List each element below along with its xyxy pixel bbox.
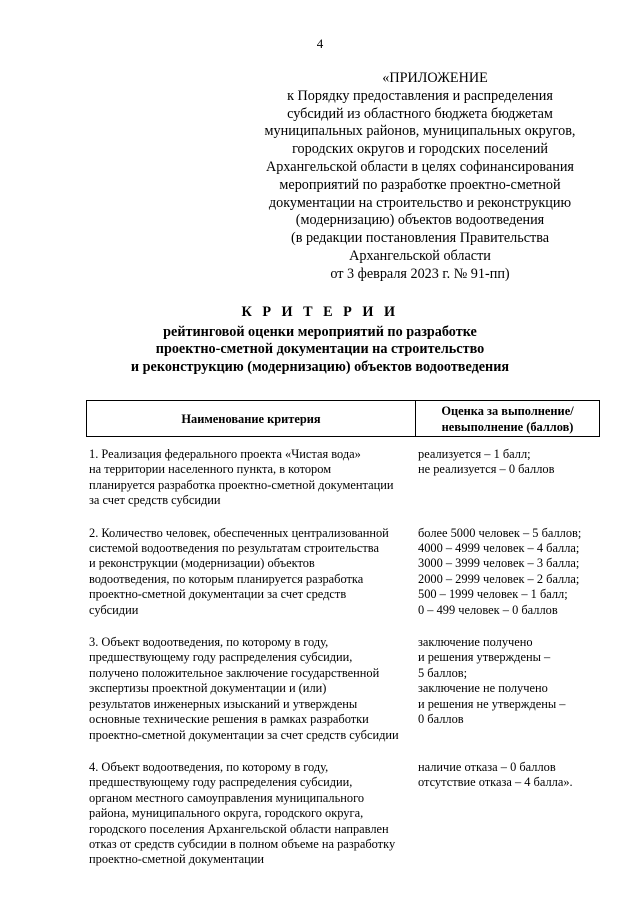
score-cell [414, 635, 600, 743]
score-line: заключение получено [418, 635, 533, 650]
criterion-line: проектно-сметной документации за счет средств [89, 587, 347, 602]
criterion-line: основные технические решения в рамках разработки [89, 712, 369, 727]
criterion-line: экспертизы проектной документации и (или) [89, 681, 327, 696]
criterion-line: и реконструкции (модернизации) объектов [89, 556, 315, 571]
header-criterion-name [87, 401, 416, 436]
criterion-line: системой водоотведения по результатам строительства [89, 541, 379, 556]
appendix-line: от 3 февраля 2023 г. № 91-пп) [330, 265, 510, 282]
score-line: 2000 – 2999 человек – 2 балла; [418, 571, 580, 586]
criterion-line: проектно-сметной документации [89, 852, 265, 867]
table-row [86, 760, 600, 868]
criterion-line: 1. Реализация федерального проекта «Чистая вода» [89, 447, 361, 461]
appendix-line: городских округов и городских поселений [292, 141, 548, 158]
criterion-line: городского поселения Архангельской области направлен [89, 821, 389, 836]
score-cell [414, 760, 600, 868]
criterion-cell [86, 526, 414, 618]
appendix-block [250, 70, 590, 284]
criterion-line: отказ от средств субсидии в полном объеме на разработку [89, 836, 396, 851]
score-line: 500 – 1999 человек – 1 балл; [418, 587, 568, 602]
criterion-line: планируется разработка проектно-сметной документации [89, 477, 394, 492]
score-line: 3000 – 3999 человек – 3 балла; [418, 556, 580, 571]
score-cell [414, 447, 600, 509]
criterion-cell [86, 760, 414, 868]
appendix-line: муниципальных районов, муниципальных округов, [264, 123, 576, 140]
criterion-line: получено положительное заключение государственной [89, 665, 380, 680]
criteria-table [86, 400, 600, 868]
table-row [86, 526, 600, 618]
criterion-line: 3. Объект водоотведения, по которому в году, [89, 635, 329, 650]
title-subtitle-line: проектно-сметной документации на строительство [155, 341, 485, 358]
score-line: и решения утверждены – [418, 650, 551, 665]
appendix-line: Архангельской области [349, 247, 491, 264]
document-title [60, 304, 580, 376]
score-line: 4000 – 4999 человек – 4 балла; [418, 541, 580, 556]
criterion-line: результатов инженерных изысканий и утверждены [89, 696, 358, 711]
score-line: 5 баллов; [418, 665, 468, 680]
criterion-line: 2. Количество человек, обеспеченных централизованной [89, 525, 389, 540]
page-number: 4 [316, 36, 324, 51]
header-score-line: невыполнение (баллов) [441, 420, 574, 434]
score-line: не реализуется – 0 баллов [418, 462, 555, 477]
appendix-line: (в редакции постановления Правительства [290, 230, 550, 247]
score-line: 0 – 499 человек – 0 баллов [418, 602, 558, 617]
appendix-line: «ПРИЛОЖЕНИЕ [382, 70, 488, 86]
criterion-line: предшествующему году распределения субсидии, [89, 775, 353, 790]
criterion-line: субсидии [89, 602, 139, 617]
criterion-line: на территории населенного пункта, в котором [89, 462, 332, 477]
appendix-line: Архангельской области в целях софинансирования [266, 158, 574, 175]
score-line: заключение не получено [418, 681, 548, 696]
criterion-line: органом местного самоуправления муниципального [89, 790, 365, 805]
header-score-line: Оценка за выполнение/ [441, 404, 574, 418]
appendix-line: субсидий из областного бюджета бюджетам [287, 105, 553, 122]
score-line: отсутствие отказа – 4 балла». [418, 775, 573, 790]
header-score [416, 401, 599, 436]
criterion-line: за счет средств субсидии [89, 493, 221, 508]
criterion-line: проектно-сметной документации за счет средств субсидии [89, 727, 399, 742]
criterion-line: предшествующему году распределения субсидии, [89, 650, 353, 665]
title-subtitle-line: рейтинговой оценки мероприятий по разработке [163, 323, 477, 340]
appendix-line: мероприятий по разработке проектно-сметной [279, 176, 561, 193]
criterion-line: района, муниципального округа, городского округа, [89, 806, 364, 821]
table-row [86, 635, 600, 743]
table-row [86, 447, 600, 509]
criterion-cell [86, 447, 414, 509]
table-header [86, 400, 600, 437]
appendix-line: (модернизацию) объектов водоотведения [295, 212, 545, 229]
criterion-line: водоотведения, по которым планируется разработка [89, 571, 364, 586]
criterion-cell [86, 635, 414, 743]
score-line: и решения не утверждены – [418, 696, 566, 711]
title-heading: К Р И Т Е Р И И [241, 304, 399, 320]
score-line: 0 баллов [418, 712, 464, 727]
criterion-line: 4. Объект водоотведения, по которому в году, [89, 759, 329, 774]
score-cell [414, 526, 600, 618]
score-line: наличие отказа – 0 баллов [418, 759, 556, 774]
score-line: более 5000 человек – 5 баллов; [418, 525, 582, 540]
header-criterion-label: Наименование критерия [181, 412, 321, 426]
title-subtitle-line: и реконструкцию (модернизацию) объектов водоотведения [130, 358, 510, 375]
score-line: реализуется – 1 балл; [418, 447, 531, 461]
appendix-line: к Порядку предоставления и распределения [287, 87, 553, 104]
appendix-line: документации на строительство и реконструкцию [268, 194, 572, 211]
